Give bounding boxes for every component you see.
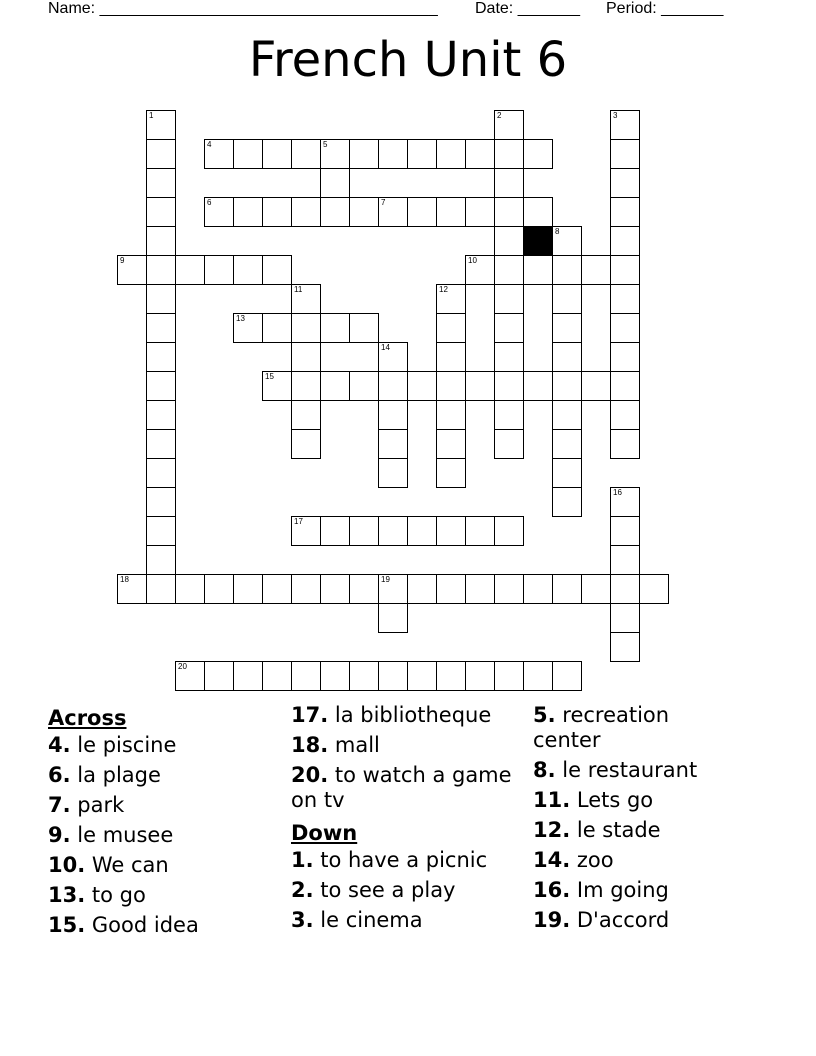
clue-item: 8. le restaurant <box>533 758 698 782</box>
grid-cell[interactable] <box>320 574 350 604</box>
clue-item: 19. D'accord <box>533 908 670 932</box>
grid-cell[interactable] <box>436 516 466 546</box>
grid-cell[interactable] <box>378 574 408 604</box>
clue-number: 16 <box>613 488 622 497</box>
clue-item: 16. Im going <box>533 878 669 902</box>
clue-number-label: 12. <box>533 818 571 842</box>
grid-cell[interactable] <box>146 487 176 517</box>
clue-number: 14 <box>381 343 390 352</box>
grid-cell[interactable] <box>349 371 379 401</box>
grid-cell[interactable] <box>320 371 350 401</box>
grid-cell[interactable] <box>610 429 640 459</box>
grid-cell[interactable] <box>523 661 553 691</box>
clue-number: 4 <box>207 140 212 149</box>
grid-cell[interactable] <box>639 574 669 604</box>
grid-cell[interactable] <box>146 226 176 256</box>
grid-cell[interactable] <box>204 661 234 691</box>
clue-number: 3 <box>613 111 618 120</box>
grid-cell[interactable] <box>320 168 350 198</box>
clue-number: 20 <box>178 662 187 671</box>
grid-cell[interactable] <box>117 255 147 285</box>
grid-cell[interactable] <box>552 313 582 343</box>
clue-number-label: 6. <box>48 763 71 787</box>
grid-cell[interactable] <box>407 371 437 401</box>
grid-cell[interactable] <box>175 661 205 691</box>
grid-cell[interactable] <box>407 197 437 227</box>
grid-cell[interactable] <box>320 313 350 343</box>
clue-number: 10 <box>468 256 477 265</box>
grid-cell[interactable] <box>552 661 582 691</box>
grid-cell[interactable] <box>291 429 321 459</box>
grid-cell[interactable] <box>494 661 524 691</box>
clue-number-label: 8. <box>533 758 556 782</box>
grid-cell[interactable] <box>262 139 292 169</box>
across-heading: Across <box>48 706 127 730</box>
grid-cell[interactable] <box>610 284 640 314</box>
grid-cell[interactable] <box>552 574 582 604</box>
clue-number-label: 1. <box>291 848 314 872</box>
grid-cell[interactable] <box>494 139 524 169</box>
grid-cell[interactable] <box>175 255 205 285</box>
grid-cell[interactable] <box>146 371 176 401</box>
grid-cell[interactable] <box>465 255 495 285</box>
clue-number: 13 <box>236 314 245 323</box>
grid-cell[interactable] <box>146 400 176 430</box>
grid-cell[interactable] <box>407 574 437 604</box>
clue-number: 1 <box>149 111 154 120</box>
clue-item: 18. mall <box>291 733 380 757</box>
grid-cell[interactable] <box>436 458 466 488</box>
grid-cell[interactable] <box>291 284 321 314</box>
grid-cell[interactable] <box>436 371 466 401</box>
grid-cell[interactable] <box>523 371 553 401</box>
grid-cell[interactable] <box>262 197 292 227</box>
grid-cell[interactable] <box>436 139 466 169</box>
grid-cell[interactable] <box>610 168 640 198</box>
grid-cell[interactable] <box>291 661 321 691</box>
grid-cell[interactable] <box>436 197 466 227</box>
grid-cell[interactable] <box>610 400 640 430</box>
clue-item: 5. recreation center <box>533 703 670 752</box>
grid-cell[interactable] <box>146 429 176 459</box>
grid-cell[interactable] <box>610 574 640 604</box>
grid-cell[interactable] <box>233 313 263 343</box>
grid-cell[interactable] <box>378 139 408 169</box>
clue-number: 8 <box>555 227 560 236</box>
grid-cell[interactable] <box>378 458 408 488</box>
grid-cell[interactable] <box>436 400 466 430</box>
clue-number-label: 18. <box>291 733 329 757</box>
grid-cell[interactable] <box>262 313 292 343</box>
grid-cell[interactable] <box>146 110 176 140</box>
grid-cell[interactable] <box>204 255 234 285</box>
grid-cell[interactable] <box>349 516 379 546</box>
grid-cell[interactable] <box>581 371 611 401</box>
clue-item: 12. le stade <box>533 818 661 842</box>
grid-cell[interactable] <box>494 168 524 198</box>
grid-cell[interactable] <box>610 197 640 227</box>
grid-cell[interactable] <box>552 400 582 430</box>
grid-cell[interactable] <box>291 342 321 372</box>
clue-item: 7. park <box>48 793 125 817</box>
grid-cell[interactable] <box>494 400 524 430</box>
clue-item: 11. Lets go <box>533 788 654 812</box>
grid-cell[interactable] <box>465 574 495 604</box>
grid-cell[interactable] <box>465 516 495 546</box>
clue-item: 10. We can <box>48 853 169 877</box>
grid-cell[interactable] <box>204 139 234 169</box>
clue-item: 2. to see a play <box>291 878 456 902</box>
grid-cell[interactable] <box>581 574 611 604</box>
clue-number: 19 <box>381 575 390 584</box>
clue-number: 9 <box>120 256 125 265</box>
grid-cell[interactable] <box>494 284 524 314</box>
clue-number-label: 2. <box>291 878 314 902</box>
grid-cell[interactable] <box>523 574 553 604</box>
clue-number-label: 5. <box>533 703 556 727</box>
grid-cell[interactable] <box>378 603 408 633</box>
clue-number-label: 10. <box>48 853 86 877</box>
grid-cell[interactable] <box>494 429 524 459</box>
grid-cell[interactable] <box>494 342 524 372</box>
grid-cell[interactable] <box>494 226 524 256</box>
clue-number-label: 16. <box>533 878 571 902</box>
grid-cell[interactable] <box>291 313 321 343</box>
clue-number-label: 4. <box>48 733 71 757</box>
black-cell <box>523 226 553 256</box>
grid-cell[interactable] <box>494 516 524 546</box>
grid-cell[interactable] <box>610 255 640 285</box>
clue-item: 1. to have a picnic <box>291 848 488 872</box>
grid-cell[interactable] <box>320 139 350 169</box>
clue-number-label: 11. <box>533 788 571 812</box>
grid-cell[interactable] <box>262 371 292 401</box>
grid-cell[interactable] <box>146 197 176 227</box>
grid-cell[interactable] <box>291 371 321 401</box>
grid-cell[interactable] <box>494 197 524 227</box>
grid-cell[interactable] <box>146 458 176 488</box>
clue-number-label: 3. <box>291 908 314 932</box>
grid-cell[interactable] <box>552 487 582 517</box>
clue-number: 7 <box>381 198 386 207</box>
grid-cell[interactable] <box>494 255 524 285</box>
grid-cell[interactable] <box>320 197 350 227</box>
clue-number: 2 <box>497 111 502 120</box>
grid-cell[interactable] <box>146 168 176 198</box>
grid-cell[interactable] <box>378 429 408 459</box>
grid-cell[interactable] <box>291 400 321 430</box>
clue-number: 12 <box>439 285 448 294</box>
clue-number: 11 <box>294 285 303 294</box>
clue-number-label: 17. <box>291 703 329 727</box>
grid-cell[interactable] <box>523 255 553 285</box>
grid-cell[interactable] <box>552 255 582 285</box>
grid-cell[interactable] <box>262 661 292 691</box>
grid-cell[interactable] <box>146 284 176 314</box>
clue-item: 9. le musee <box>48 823 174 847</box>
grid-cell[interactable] <box>610 313 640 343</box>
grid-cell[interactable] <box>291 516 321 546</box>
clues-column-2 <box>291 703 526 938</box>
clue-number-label: 7. <box>48 793 71 817</box>
clue-number: 6 <box>207 198 212 207</box>
grid-cell[interactable] <box>378 516 408 546</box>
grid-cell[interactable] <box>378 400 408 430</box>
grid-cell[interactable] <box>146 139 176 169</box>
grid-cell[interactable] <box>610 545 640 575</box>
grid-cell[interactable] <box>465 371 495 401</box>
period-line: Period: _______ <box>606 0 724 17</box>
clue-number: 15 <box>265 372 274 381</box>
grid-cell[interactable] <box>523 197 553 227</box>
grid-cell[interactable] <box>552 284 582 314</box>
clue-item: 4. le piscine <box>48 733 177 757</box>
grid-cell[interactable] <box>291 197 321 227</box>
grid-cell[interactable] <box>552 458 582 488</box>
clue-number-label: 9. <box>48 823 71 847</box>
grid-cell[interactable] <box>291 574 321 604</box>
clue-number: 18 <box>120 575 129 584</box>
clue-item: 13. to go <box>48 883 146 907</box>
grid-cell[interactable] <box>610 139 640 169</box>
grid-cell[interactable] <box>378 197 408 227</box>
grid-cell[interactable] <box>436 574 466 604</box>
clues-column-1 <box>48 703 288 943</box>
grid-cell[interactable] <box>349 661 379 691</box>
grid-cell[interactable] <box>436 342 466 372</box>
clue-number: 17 <box>294 517 303 526</box>
grid-cell[interactable] <box>378 342 408 372</box>
grid-cell[interactable] <box>552 429 582 459</box>
grid-cell[interactable] <box>610 632 640 662</box>
clue-number-label: 13. <box>48 883 86 907</box>
grid-cell[interactable] <box>552 342 582 372</box>
grid-cell[interactable] <box>610 487 640 517</box>
clue-number-label: 19. <box>533 908 571 932</box>
grid-cell[interactable] <box>117 574 147 604</box>
grid-cell[interactable] <box>291 139 321 169</box>
grid-cell[interactable] <box>233 139 263 169</box>
grid-cell[interactable] <box>465 197 495 227</box>
grid-cell[interactable] <box>349 313 379 343</box>
grid-cell[interactable] <box>552 371 582 401</box>
grid-cell[interactable] <box>465 661 495 691</box>
grid-cell[interactable] <box>233 255 263 285</box>
grid-cell[interactable] <box>436 661 466 691</box>
date-line: Date: _______ <box>475 0 580 17</box>
grid-cell[interactable] <box>610 226 640 256</box>
grid-cell[interactable] <box>465 139 495 169</box>
grid-cell[interactable] <box>610 516 640 546</box>
grid-cell[interactable] <box>320 516 350 546</box>
name-line: Name: ______________________________________ <box>48 0 438 17</box>
clues-column-3 <box>533 703 733 938</box>
grid-cell[interactable] <box>146 342 176 372</box>
grid-cell[interactable] <box>349 139 379 169</box>
grid-cell[interactable] <box>610 371 640 401</box>
grid-cell[interactable] <box>378 661 408 691</box>
grid-cell[interactable] <box>494 574 524 604</box>
grid-cell[interactable] <box>378 371 408 401</box>
grid-cell[interactable] <box>349 197 379 227</box>
grid-cell[interactable] <box>494 110 524 140</box>
grid-cell[interactable] <box>146 516 176 546</box>
grid-cell[interactable] <box>262 255 292 285</box>
clue-number: 5 <box>323 140 328 149</box>
clue-number-label: 20. <box>291 763 329 787</box>
clue-item: 14. zoo <box>533 848 614 872</box>
grid-cell[interactable] <box>610 603 640 633</box>
grid-cell[interactable] <box>436 313 466 343</box>
down-heading: Down <box>291 821 358 845</box>
grid-cell[interactable] <box>552 226 582 256</box>
grid-cell[interactable] <box>436 429 466 459</box>
clue-item: 20. to watch a game on tv <box>291 763 512 812</box>
grid-cell[interactable] <box>204 574 234 604</box>
grid-cell[interactable] <box>610 110 640 140</box>
grid-cell[interactable] <box>407 516 437 546</box>
grid-cell[interactable] <box>146 545 176 575</box>
grid-cell[interactable] <box>204 197 234 227</box>
grid-cell[interactable] <box>436 284 466 314</box>
clue-item: 17. la bibliotheque <box>291 703 492 727</box>
clue-item: 15. Good idea <box>48 913 199 937</box>
grid-cell[interactable] <box>175 574 205 604</box>
grid-cell[interactable] <box>233 574 263 604</box>
page-title: French Unit 6 <box>248 32 568 88</box>
grid-cell[interactable] <box>146 574 176 604</box>
clue-item: 3. le cinema <box>291 908 423 932</box>
grid-cell[interactable] <box>233 197 263 227</box>
grid-cell[interactable] <box>146 313 176 343</box>
clue-item: 6. la plage <box>48 763 161 787</box>
grid-cell[interactable] <box>581 255 611 285</box>
grid-cell[interactable] <box>494 313 524 343</box>
clue-number-label: 14. <box>533 848 571 872</box>
clue-number-label: 15. <box>48 913 86 937</box>
grid-cell[interactable] <box>494 371 524 401</box>
grid-cell[interactable] <box>610 342 640 372</box>
grid-cell[interactable] <box>407 661 437 691</box>
grid-cell[interactable] <box>320 661 350 691</box>
grid-cell[interactable] <box>233 661 263 691</box>
grid-cell[interactable] <box>407 139 437 169</box>
grid-cell[interactable] <box>146 255 176 285</box>
grid-cell[interactable] <box>349 574 379 604</box>
grid-cell[interactable] <box>523 139 553 169</box>
grid-cell[interactable] <box>262 574 292 604</box>
